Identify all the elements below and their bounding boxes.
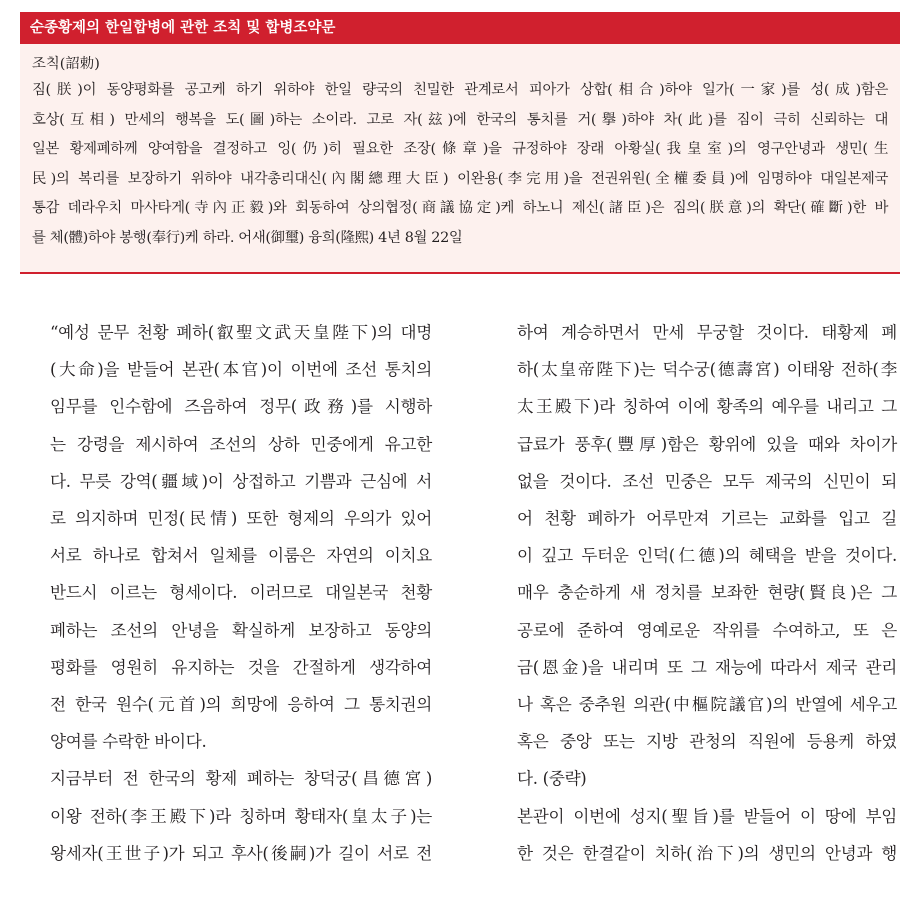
- text-line: 매우 충순하게 새 정치를 보좌한 현량(賢良)은 그: [517, 583, 897, 603]
- text-line: 양여를 수락한 바이다.: [50, 732, 207, 752]
- text-line: 이 깊고 두터운 인덕(仁德)의 혜택을 받을 것이다.: [517, 546, 897, 566]
- edict-text: [32, 76, 888, 254]
- text-line: 없을 것이다. 조선 민중은 모두 제국의 신민이 되: [517, 471, 897, 491]
- text-line: 民)의 복리를 보장하기 위하야 내각총리대신(內閣總理大臣) 이완용(李完用)을 전권위원(全權委員)에 임명하야 대일본제국: [32, 170, 889, 187]
- text-line: 한 것은 한결같이 치하(治下)의 생민의 안녕과 행: [517, 843, 897, 863]
- edict-box-title: 순종황제의 한일합병에 관한 조칙 및 합병조약문: [20, 12, 900, 44]
- text-line: 이왕 전하(李王殿下)라 칭하며 황태자(皇太子)는: [50, 806, 432, 826]
- left-column: [50, 314, 432, 872]
- text-line: 금(恩金)을 내리며 또 그 재능에 따라서 제국 관리: [517, 657, 897, 677]
- text-line: 왕세자(王世子)가 되고 후사(後嗣)가 길이 서로 전: [50, 843, 432, 863]
- edict-box: [20, 12, 900, 274]
- edict-subtitle: 조칙(詔勅): [32, 56, 100, 72]
- text-line: 나 혹은 중추원 의관(中樞院議官)의 반열에 세우고: [517, 695, 897, 715]
- text-line: 를 체(體)하야 봉행(奉行)케 하라. 어새(御璽) 융희(隆熙) 4년 8월 22일: [32, 229, 463, 246]
- text-line: 하여 계승하면서 만세 무궁할 것이다. 태황제 폐: [517, 323, 897, 342]
- text-line: 太王殿下)라 칭하여 이에 황족의 예우를 내리고 그: [517, 397, 897, 417]
- text-line: (大命)을 받들어 본관(本官)이 이번에 조선 통치의: [50, 360, 432, 380]
- text-line: 지금부터 전 한국의 황제 폐하는 창덕궁(昌德宮): [50, 769, 432, 789]
- text-line: 짐(朕)이 동양평화를 공고케 하기 위하야 한일 량국의 친밀한 관계로서 피아가 상합(相合)하야 일가(一家)를 성(成)함은: [32, 82, 888, 98]
- text-line: 전 한국 원수(元首)의 희망에 응하여 그 통치권의: [50, 695, 432, 715]
- text-line: 하(太皇帝陛下)는 덕수궁(德壽宮) 이태왕 전하(李: [517, 360, 897, 380]
- text-line: 로 의지하며 민정(民情) 또한 형제의 우의가 있어: [50, 509, 432, 529]
- text-line: 반드시 이르는 형세이다. 이러므로 대일본국 천황: [50, 583, 432, 603]
- text-line: 혹은 중앙 또는 지방 관청의 직원에 등용케 하였: [517, 732, 897, 752]
- text-line: 어 천황 폐하가 어루만져 기르는 교화를 입고 길: [517, 509, 897, 529]
- text-line: 폐하는 조선의 안녕을 확실하게 보장하고 동양의: [50, 620, 432, 640]
- text-line: 다. 무릇 강역(疆域)이 상접하고 기쁨과 근심에 서: [50, 471, 432, 491]
- text-line: 평화를 영원히 유지하는 것을 간절하게 생각하여: [50, 657, 432, 677]
- text-line: 호상(互相) 만세의 행복을 도(圖)하는 소이라. 고로 자(玆)에 한국의 통치를 거(擧)하야 차(此)를 짐이 극히 신뢰하는 대: [32, 111, 888, 128]
- right-column: [517, 314, 897, 872]
- edict-box-body: [20, 44, 900, 254]
- text-line: 본관이 이번에 성지(聖旨)를 받들어 이 땅에 부임: [517, 806, 897, 826]
- text-line: 는 강령을 제시하여 조선의 상하 민중에게 유고한: [50, 434, 432, 454]
- text-line: 급료가 풍후(豐厚)함은 황위에 있을 때와 차이가: [517, 434, 897, 454]
- text-line: 다. (중략): [517, 769, 587, 789]
- text-line: “예성 문무 천황 폐하(叡聖文武天皇陛下)의 대명: [50, 323, 432, 342]
- text-line: 일본 황제폐하께 양여함을 결정하고 잉(仍)히 필요한 조장(條章)을 규정하야 장래 아황실(我皇室)의 영구안녕과 생민(生: [32, 141, 888, 158]
- text-line: 공로에 준하여 영예로운 작위를 수여하고, 또 은: [517, 620, 897, 640]
- text-line: 통감 데라우치 마사타게(寺內正毅)와 회동하여 상의협정(商議協定)케 하노니 제신(諸臣)은 짐의(朕意)의 확단(確斷)한 바: [32, 200, 888, 217]
- text-line: 서로 하나로 합쳐서 일체를 이룸은 자연의 이치요: [50, 546, 432, 566]
- text-line: 임무를 인수함에 즈음하여 정무(政務)를 시행하: [50, 397, 432, 417]
